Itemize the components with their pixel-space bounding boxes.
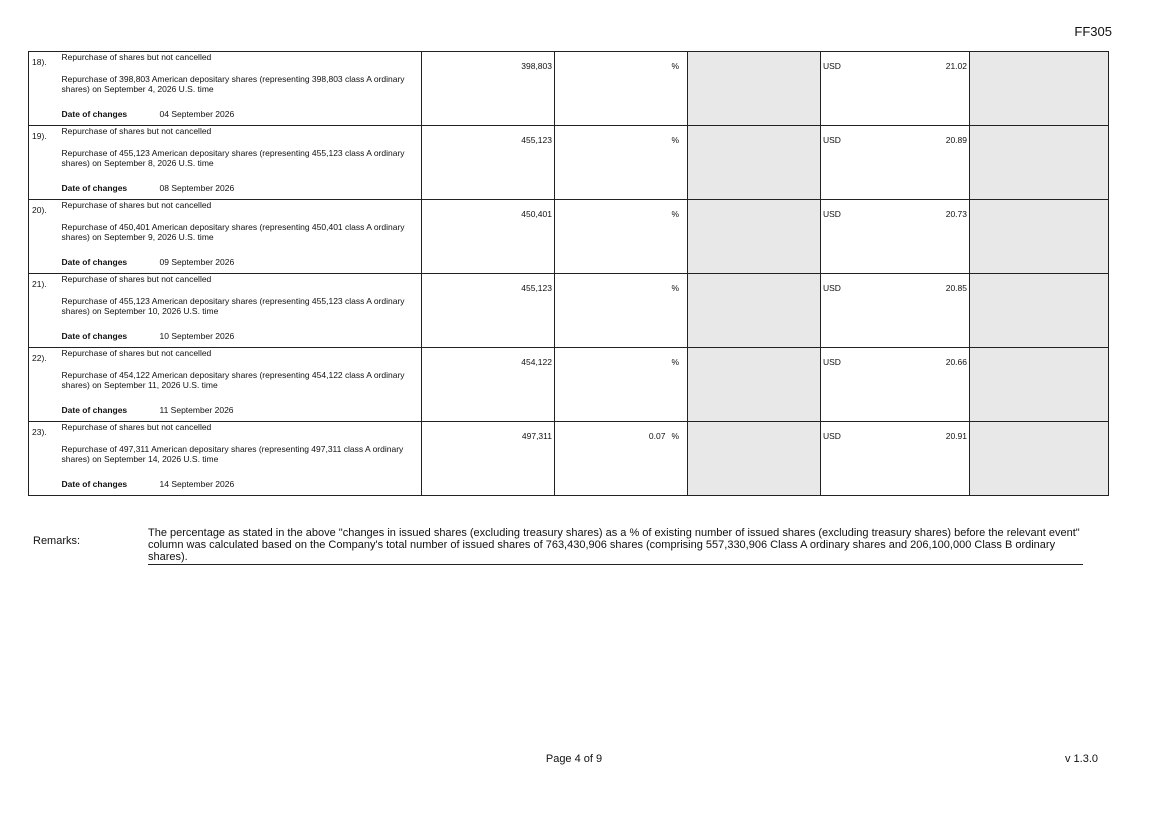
price-per-share: 20.66 xyxy=(945,357,967,367)
row-number: 21). xyxy=(32,279,47,289)
table-row xyxy=(29,274,1109,348)
percent-sign: % xyxy=(671,209,679,219)
currency: USD xyxy=(823,135,841,145)
percentage-cell xyxy=(555,348,688,422)
price-cell xyxy=(821,126,970,200)
shaded-cell xyxy=(970,422,1109,496)
change-description: Repurchase of 454,122 American depositary shares (representing 454,122 class A ordinary shares) on September 11, 2026 U.S. time xyxy=(61,370,405,390)
shaded-cell xyxy=(970,126,1109,200)
form-code: FF305 xyxy=(1074,24,1112,39)
row-number-cell xyxy=(29,126,49,200)
shares-changed: 497,311 xyxy=(521,431,552,441)
share-changes-table xyxy=(28,51,1109,496)
shares-cell xyxy=(422,274,555,348)
date-of-change: 09 September 2026 xyxy=(159,257,235,267)
date-of-change: 08 September 2026 xyxy=(159,183,235,193)
row-number: 18). xyxy=(32,57,47,67)
currency: USD xyxy=(823,431,841,441)
row-number: 22). xyxy=(32,353,47,363)
date-of-change: 14 September 2026 xyxy=(159,479,235,489)
shares-cell xyxy=(422,200,555,274)
shaded-cell xyxy=(970,348,1109,422)
shares-cell xyxy=(422,422,555,496)
table-body xyxy=(29,52,1109,496)
shaded-cell xyxy=(688,52,821,126)
price-per-share: 20.89 xyxy=(945,135,967,145)
version-label: v 1.3.0 xyxy=(1064,753,1098,765)
change-description: Repurchase of 455,123 American depositary shares (representing 455,123 class A ordinary shares) on September 8, 2026 U.S. time xyxy=(61,148,405,168)
table-row xyxy=(29,126,1109,200)
shares-changed: 450,401 xyxy=(521,209,552,219)
date-of-change: 10 September 2026 xyxy=(159,331,235,341)
percentage-cell xyxy=(555,274,688,348)
percentage-value: 0.07 xyxy=(648,431,666,441)
date-label: Date of changes xyxy=(61,479,128,489)
remarks-label: Remarks: xyxy=(33,535,81,547)
price-cell xyxy=(821,52,970,126)
date-label: Date of changes xyxy=(61,257,128,267)
shaded-cell xyxy=(688,200,821,274)
shaded-cell xyxy=(688,348,821,422)
remarks-text: The percentage as stated in the above "changes in issued shares (excluding treasury shares) as a % of existing number of issued shares (excluding treasury shares) before the relevant event" column was calculated based on the Company's total number of issued shares of 763,430,906 shares (comprising 557,330,906 Class A ordinary shares and 206,100,000 Class B ordinary shares). xyxy=(148,527,1083,565)
row-number-cell xyxy=(29,274,49,348)
date-label: Date of changes xyxy=(61,405,128,415)
row-number: 19). xyxy=(32,131,47,141)
date-label: Date of changes xyxy=(61,109,128,119)
row-number-cell xyxy=(29,348,49,422)
change-type: Repurchase of shares but not cancelled xyxy=(61,348,212,358)
percentage-cell xyxy=(555,126,688,200)
row-number-cell xyxy=(29,200,49,274)
price-cell xyxy=(821,274,970,348)
price-per-share: 21.02 xyxy=(945,61,967,71)
change-type: Repurchase of shares but not cancelled xyxy=(61,422,212,432)
shares-cell xyxy=(422,348,555,422)
table-row xyxy=(29,200,1109,274)
row-number: 23). xyxy=(32,427,47,437)
shaded-cell xyxy=(970,200,1109,274)
page-number: Page 4 of 9 xyxy=(545,753,603,765)
percent-sign: % xyxy=(671,61,679,71)
description-cell xyxy=(49,274,422,348)
shares-changed: 455,123 xyxy=(521,135,552,145)
date-of-change: 04 September 2026 xyxy=(159,109,235,119)
price-cell xyxy=(821,348,970,422)
change-description: Repurchase of 497,311 American depositary shares (representing 497,311 class A ordinary shares) on September 14, 2026 U.S. time xyxy=(61,444,404,464)
row-number: 20). xyxy=(32,205,47,215)
percent-sign: % xyxy=(671,283,679,293)
percentage-cell xyxy=(555,200,688,274)
percent-sign: % xyxy=(671,135,679,145)
description-cell xyxy=(49,126,422,200)
change-type: Repurchase of shares but not cancelled xyxy=(61,200,212,210)
price-cell xyxy=(821,422,970,496)
shares-cell xyxy=(422,126,555,200)
shares-changed: 398,803 xyxy=(521,61,552,71)
price-per-share: 20.85 xyxy=(945,283,967,293)
description-cell xyxy=(49,422,422,496)
description-cell xyxy=(49,52,422,126)
change-description: Repurchase of 455,123 American depositary shares (representing 455,123 class A ordinary shares) on September 10, 2026 U.S. time xyxy=(61,296,405,316)
change-description: Repurchase of 398,803 American depositary shares (representing 398,803 class A ordinary shares) on September 4, 2026 U.S. time xyxy=(61,74,405,94)
change-type: Repurchase of shares but not cancelled xyxy=(61,52,212,62)
shaded-cell xyxy=(970,274,1109,348)
shaded-cell xyxy=(970,52,1109,126)
table-row xyxy=(29,348,1109,422)
table-row xyxy=(29,52,1109,126)
percentage-cell xyxy=(555,52,688,126)
shares-cell xyxy=(422,52,555,126)
table-row xyxy=(29,422,1109,496)
shares-changed: 455,123 xyxy=(521,283,552,293)
shaded-cell xyxy=(688,422,821,496)
shaded-cell xyxy=(688,126,821,200)
price-per-share: 20.91 xyxy=(945,431,967,441)
currency: USD xyxy=(823,357,841,367)
description-cell xyxy=(49,200,422,274)
change-type: Repurchase of shares but not cancelled xyxy=(61,126,212,136)
change-type: Repurchase of shares but not cancelled xyxy=(61,274,212,284)
currency: USD xyxy=(823,209,841,219)
price-cell xyxy=(821,200,970,274)
date-label: Date of changes xyxy=(61,331,128,341)
date-label: Date of changes xyxy=(61,183,128,193)
percentage-cell xyxy=(555,422,688,496)
shaded-cell xyxy=(688,274,821,348)
percent-sign: % xyxy=(671,357,679,367)
percent-sign: % xyxy=(671,431,679,441)
currency: USD xyxy=(823,61,841,71)
description-cell xyxy=(49,348,422,422)
row-number-cell xyxy=(29,52,49,126)
date-of-change: 11 September 2026 xyxy=(159,405,234,415)
row-number-cell xyxy=(29,422,49,496)
change-description: Repurchase of 450,401 American depositary shares (representing 450,401 class A ordinary shares) on September 9, 2026 U.S. time xyxy=(61,222,405,242)
currency: USD xyxy=(823,283,841,293)
shares-changed: 454,122 xyxy=(521,357,552,367)
price-per-share: 20.73 xyxy=(945,209,967,219)
